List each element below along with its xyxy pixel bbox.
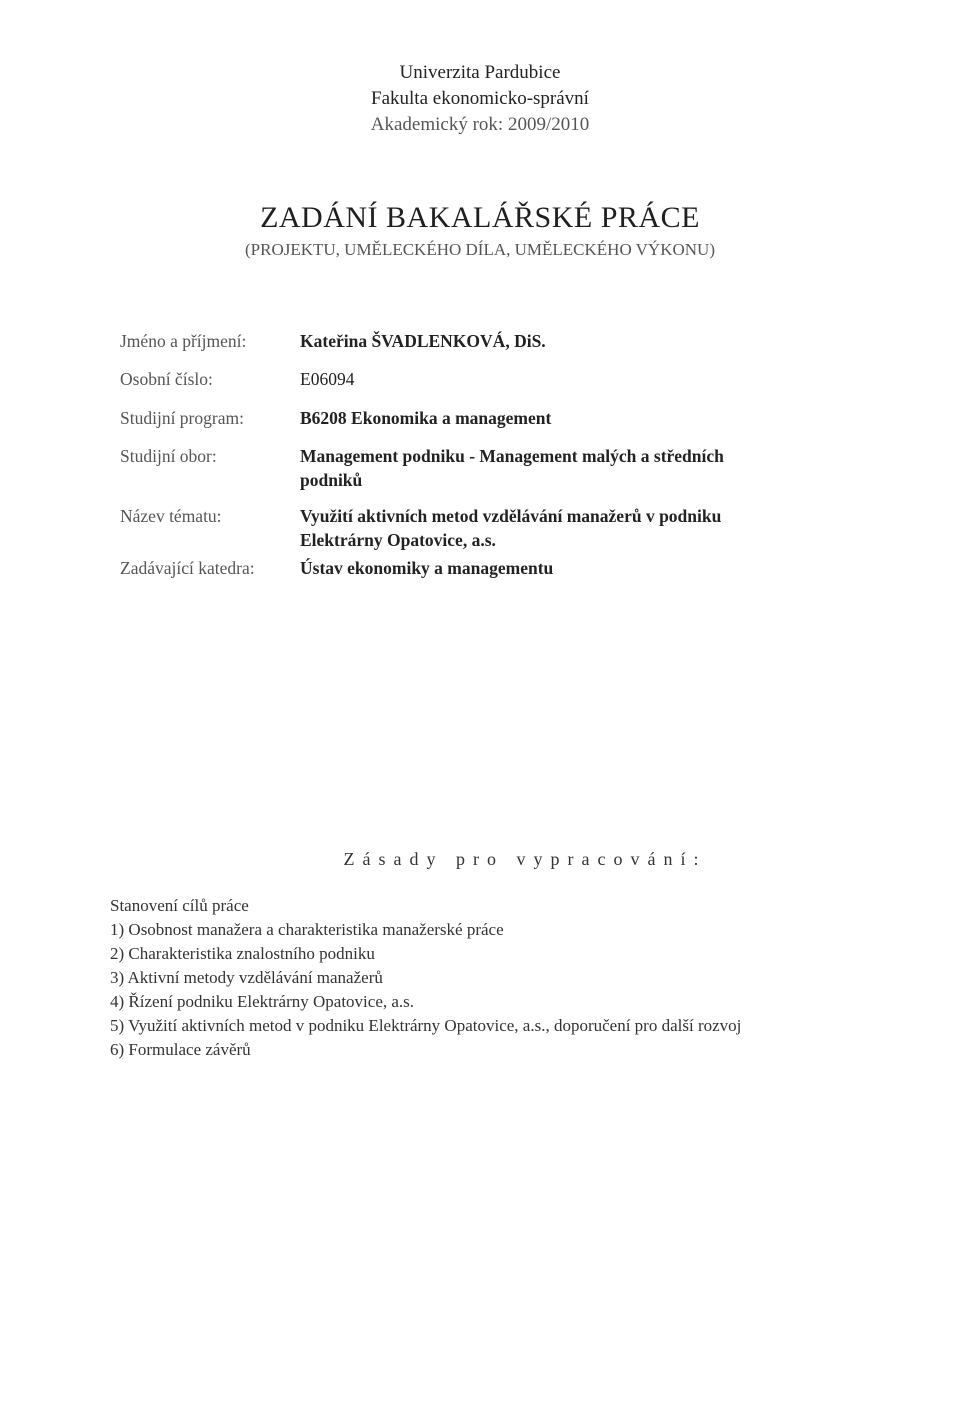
list-item: 4) Řízení podniku Elektrárny Opatovice, a.s. xyxy=(110,992,415,1011)
info-value-line: podniků xyxy=(300,470,363,490)
info-value-line: Elektrárny Opatovice, a.s. xyxy=(300,530,496,550)
info-value-line: B6208 Ekonomika a management xyxy=(300,408,552,428)
principles-heading: Zásady pro vypracování: xyxy=(343,849,707,869)
faculty-name: Fakulta ekonomicko-správní xyxy=(371,88,589,109)
info-label: Studijní program: xyxy=(120,408,244,428)
document-title: ZADÁNÍ BAKALÁŘSKÉ PRÁCE xyxy=(260,201,700,234)
info-label: Název tématu: xyxy=(120,506,222,526)
info-row-name xyxy=(120,329,910,353)
info-value-line: Využití aktivních metod vzdělávání manažerů v podniku xyxy=(300,506,722,526)
list-item: 1) Osobnost manažera a charakteristika manažerské práce xyxy=(110,920,504,939)
info-value xyxy=(300,367,354,391)
list-item: 6) Formulace závěrů xyxy=(110,1040,251,1059)
university-name: Univerzita Pardubice xyxy=(399,62,561,83)
document-header xyxy=(0,60,960,138)
info-value xyxy=(300,406,551,430)
info-row-study-program xyxy=(120,406,910,430)
info-value-line: Kateřina ŠVADLENKOVÁ, DiS. xyxy=(300,331,546,351)
info-value xyxy=(300,556,553,580)
info-label: Jméno a příjmení: xyxy=(120,331,247,351)
info-value xyxy=(300,444,724,492)
info-value xyxy=(300,329,546,353)
info-value-line: Ústav ekonomiky a managementu xyxy=(300,558,554,578)
info-row-personal-number xyxy=(120,367,910,391)
academic-year: Akademický rok: 2009/2010 xyxy=(370,114,590,135)
info-value-line: E06094 xyxy=(300,369,355,389)
title-block xyxy=(0,200,960,262)
list-item: 5) Využití aktivních metod v podniku Elektrárny Opatovice, a.s., doporučení pro další rozvoj xyxy=(110,1016,742,1035)
list-item: Stanovení cílů práce xyxy=(110,896,249,915)
info-label: Studijní obor: xyxy=(120,446,217,466)
principles-list xyxy=(110,894,910,1062)
info-value xyxy=(300,504,721,552)
info-label: Zadávající katedra: xyxy=(120,558,255,578)
info-row-department xyxy=(120,556,910,580)
info-row-study-field xyxy=(120,444,910,492)
list-item: 3) Aktivní metody vzdělávání manažerů xyxy=(110,968,383,987)
info-label: Osobní číslo: xyxy=(120,369,213,389)
list-item: 2) Charakteristika znalostního podniku xyxy=(110,944,375,963)
info-row-topic xyxy=(120,504,910,552)
document-subtitle: (PROJEKTU, UMĚLECKÉHO DÍLA, UMĚLECKÉHO VÝKONU) xyxy=(245,240,715,259)
info-value-line: Management podniku - Management malých a středních xyxy=(300,446,724,466)
